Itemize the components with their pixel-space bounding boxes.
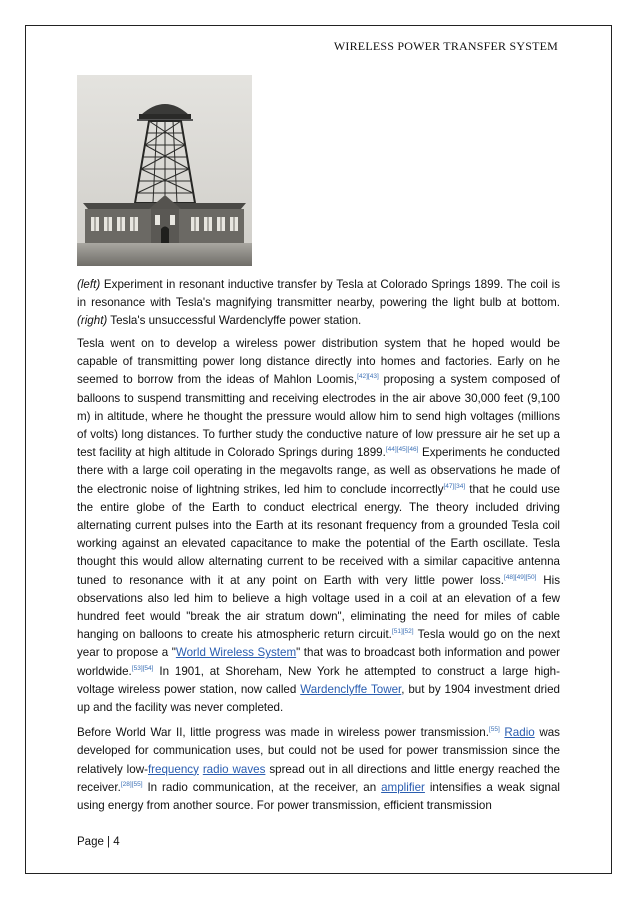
paragraph-text: Tesla went on to develop a wireless power distribution system that he hoped would be capable of transmitting power long distance directly into homes and factories. Early on he seemed to borrow from the ideas of Mahlon Loomis, — [77, 337, 560, 387]
photo-caption — [77, 276, 560, 338]
page-number: Page | 4 — [77, 836, 120, 848]
citation-ref[interactable]: [53][54] — [131, 664, 154, 672]
citation-ref[interactable]: [47][34] — [443, 482, 466, 490]
link-radio[interactable]: Radio — [504, 726, 535, 740]
paragraph-text: Experiments he conducted there with a large coil operating in the megavolts range, as well as observations he made of the electronic noise of lightning strikes, led him to conclude incorrectly — [77, 446, 560, 496]
wardenclyffe-tower-photo — [77, 75, 252, 266]
paragraph-text: was developed for communication uses, but could not be used for power transmission since the relatively low- — [77, 726, 560, 776]
paragraph-text: In 1901, at Shoreham, New York he attempted to construct a large high-voltage wireless power station, now called — [77, 664, 560, 696]
caption-text-2: Tesla's unsuccessful Wardenclyffe power station. — [107, 314, 362, 328]
article-body — [77, 335, 560, 822]
citation-ref[interactable]: [28][55] — [120, 780, 143, 788]
citation-ref[interactable]: [42][43] — [357, 373, 379, 381]
link-amplifier[interactable]: amplifier — [381, 780, 425, 794]
paragraph-radio — [77, 724, 560, 815]
citation-ref[interactable]: [48][49][50] — [503, 573, 537, 581]
paragraph-text: In radio communication, at the receiver, an — [142, 780, 382, 794]
citation-ref[interactable]: [44][45][46] — [385, 446, 419, 454]
paragraph-text: spread out in all directions and little energy reached the receiver. — [77, 762, 560, 794]
caption-left-tag: (left) — [77, 278, 101, 291]
paragraph-text: Tesla would go on the next year to propose a " — [77, 628, 560, 660]
paragraph-text: intensifies a weak signal using energy from another source. For power transmission, efficient transmission — [77, 780, 561, 813]
link-frequency[interactable]: frequency — [147, 762, 199, 776]
paragraph-text: , but by 1904 investment dried up and the facility was never completed. — [77, 682, 560, 715]
paragraph-text: that he could use the entire globe of the Earth to conduct electrical energy. The theory included driving alternating current pulses into the Earth at its resonant frequency from a grounded Tesla coil working against an elevated capacitance to make the potential of the Earth oscillate. Tesla thought this would allow alternating current to be received with a similar capacitive antenna tuned to resonance with it at any point on Earth with very little power loss. — [77, 482, 560, 587]
running-header: WIRELESS POWER TRANSFER SYSTEM — [333, 39, 558, 53]
paragraph-text: Before World War II, little progress was made in wireless power transmission. — [77, 726, 489, 740]
caption-text-1: Experiment in resonant inductive transfer by Tesla at Colorado Springs 1899. The coil is in resonance with Tesla's magnifying transmitter nearby, powering the light bulb at bottom. — [77, 278, 560, 310]
link-world-wireless-system[interactable]: World Wireless System — [175, 646, 297, 660]
paragraph-tesla — [77, 335, 560, 717]
citation-ref[interactable]: [51][52] — [391, 628, 414, 636]
paragraph-text: proposing a system composed of balloons to suspend transmitting and receiving electrodes in the air above 30,000 feet (9,100 m) in altitude, where he thought the pressure would allow him to send high voltages (millions of volts) long distances. To further study the conductive nature of low pressure air he set up a test facility at high altitude in Colorado Springs during 1899. — [77, 373, 560, 460]
link-radio-waves[interactable]: radio waves — [202, 762, 266, 776]
caption-right-tag: (right) — [77, 314, 108, 328]
link-wardenclyffe-tower[interactable]: Wardenclyffe Tower — [300, 682, 402, 696]
caption-paragraph — [77, 276, 560, 331]
paragraph-text: His observations also led him to believe a high voltage used in a coil at an elevation of a few hundred feet would "break the air stratum down", eliminating the need for miles of cable hanging on balloons to create his atmospheric return circuit. — [77, 573, 561, 642]
paragraph-text: " that was to broadcast both information and power worldwide. — [77, 646, 561, 678]
citation-ref[interactable]: [55] — [488, 726, 500, 734]
